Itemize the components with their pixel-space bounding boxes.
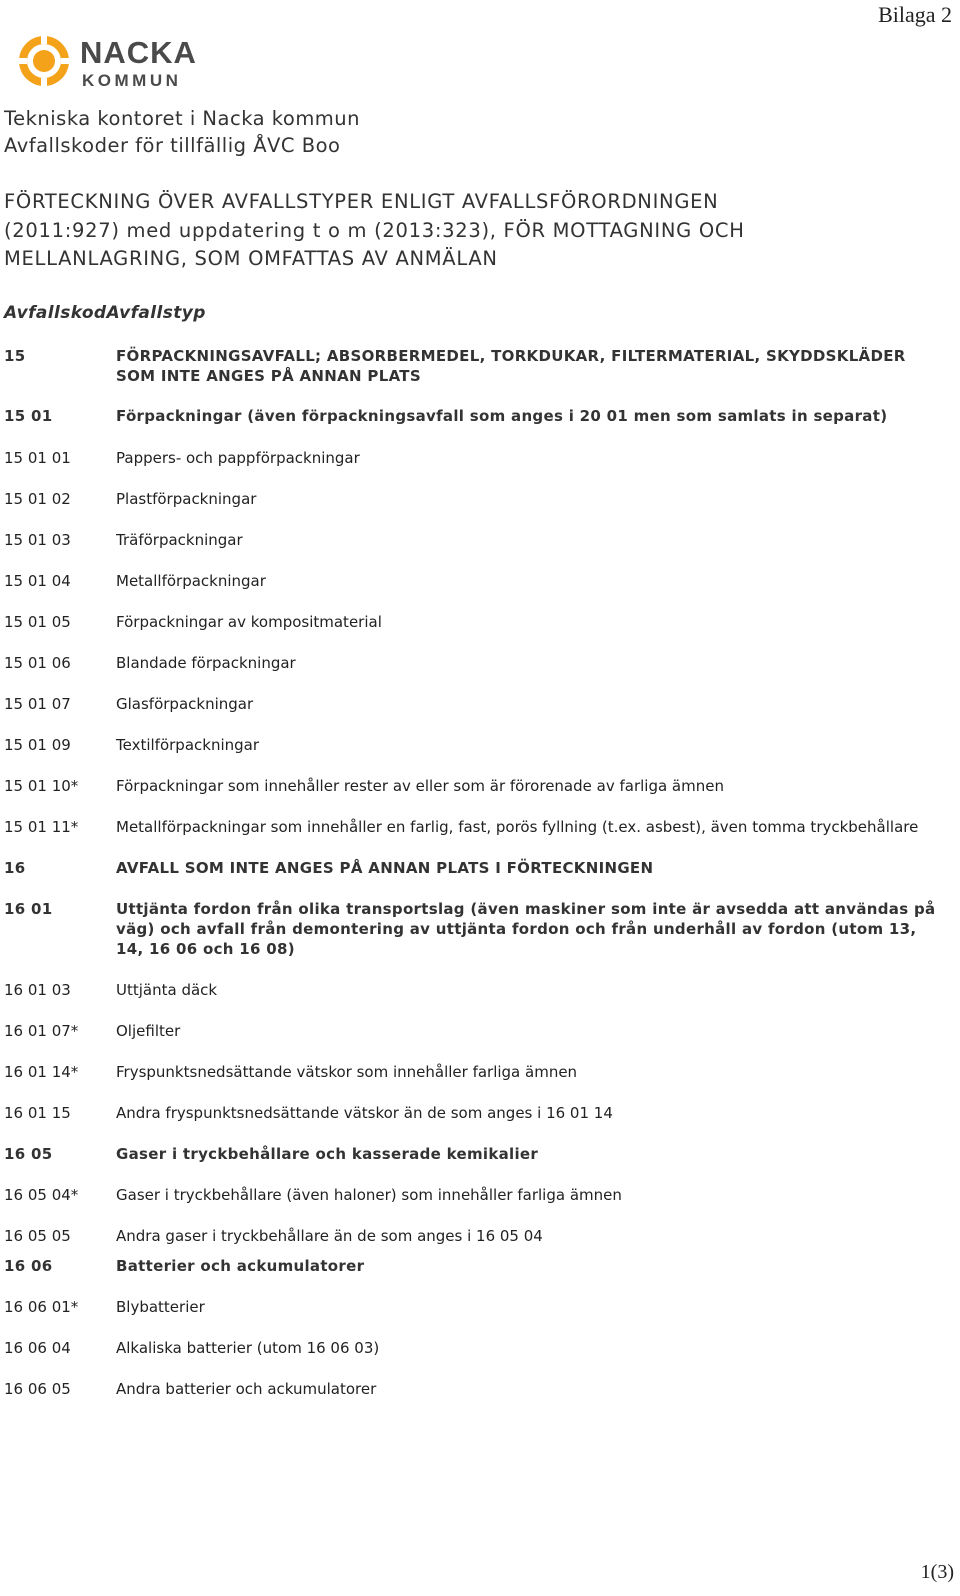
column-header: AvfallskodAvfallstyp [4,303,206,323]
waste-code: 16 06 04 [4,1339,71,1357]
waste-code: 16 01 07* [4,1022,79,1040]
waste-code: 15 01 [4,407,53,425]
waste-code-row [4,858,954,878]
waste-code: 15 01 03 [4,531,71,549]
waste-code: 15 01 02 [4,490,71,508]
waste-code-row [4,1062,954,1082]
waste-description: Fryspunktsnedsättande vätskor som innehåller farliga ämnen [116,1063,578,1081]
waste-code: 15 01 11* [4,818,79,836]
waste-code: 15 01 07 [4,695,71,713]
waste-description: Förpackningar som innehåller rester av eller som är förorenade av farliga ämnen [116,777,724,795]
waste-description: AVFALL SOM INTE ANGES PÅ ANNAN PLATS I FÖRTECKNINGEN [116,859,654,877]
title-line-1: FÖRTECKNING ÖVER AVFALLSTYPER ENLIGT AVFALLSFÖRORDNINGEN [4,190,719,213]
attachment-label: Bilaga 2 [878,2,952,27]
waste-code-row [4,1103,954,1123]
heading-line-2: Avfallskoder för tillfällig ÅVC Boo [4,134,341,157]
waste-code-row [4,1338,954,1358]
waste-code-row [4,406,954,426]
waste-description: FÖRPACKNINGSAVFALL; ABSORBERMEDEL, TORKDUKAR, FILTERMATERIAL, SKYDDSKLÄDER SOM INTE ANGES PÅ ANNAN PLATS [116,347,906,385]
waste-description: Gaser i tryckbehållare (även haloner) som innehåller farliga ämnen [116,1186,622,1204]
waste-code: 15 01 05 [4,613,71,631]
waste-code: 15 01 09 [4,736,71,754]
waste-code-row [4,1144,954,1164]
waste-code-row [4,448,954,468]
waste-code-row [4,980,954,1000]
waste-code-row [4,1379,954,1399]
waste-description: Glasförpackningar [116,695,254,713]
waste-code-list [4,346,954,1399]
waste-code-row [4,489,954,509]
svg-text:NACKA: NACKA [80,35,197,70]
waste-code: 16 01 [4,900,53,918]
waste-description: Träförpackningar [116,531,243,549]
waste-code-row [4,653,954,673]
waste-code-row [4,346,954,386]
waste-code: 16 06 [4,1257,53,1275]
waste-code-row [4,1226,954,1246]
waste-description: Blandade förpackningar [116,654,296,672]
waste-code: 15 01 04 [4,572,71,590]
waste-code: 16 05 05 [4,1227,71,1245]
waste-code-row [4,530,954,550]
waste-description: Oljefilter [116,1022,181,1040]
waste-code-row [4,1185,954,1205]
waste-code-row [4,1256,954,1276]
waste-description: Uttjänta fordon från olika transportslag (även maskiner som inte är avsedda att användas på väg) och avfall från demontering av uttjänta fordon och från underhåll av fordon (utom 13, 14, 16 06 och 16 08) [116,900,936,958]
waste-code-row [4,612,954,632]
waste-description: Plastförpackningar [116,490,257,508]
waste-code: 16 06 05 [4,1380,71,1398]
page-number: 1(3) [920,1561,954,1583]
waste-code: 16 01 03 [4,981,71,999]
document-heading [4,105,360,159]
heading-line-1: Tekniska kontoret i Nacka kommun [4,107,361,130]
svg-text:KOMMUN: KOMMUN [82,71,182,90]
waste-code-row [4,735,954,755]
waste-code: 16 05 [4,1145,53,1163]
sun-emblem-icon [17,34,71,88]
waste-description: Gaser i tryckbehållare och kasserade kemikalier [116,1145,539,1163]
waste-description: Blybatterier [116,1298,205,1316]
waste-code: 15 [4,347,26,365]
waste-description: Förpackningar av kompositmaterial [116,613,382,631]
waste-code: 15 01 10* [4,777,79,795]
waste-description: Förpackningar (även förpackningsavfall som anges i 20 01 men som samlats in separat) [116,407,888,425]
waste-code: 16 01 14* [4,1063,79,1081]
waste-description: Pappers- och pappförpackningar [116,449,360,467]
waste-description: Andra batterier och ackumulatorer [116,1380,377,1398]
waste-description: Metallförpackningar som innehåller en farlig, fast, porös fyllning (t.ex. asbest), även tomma tryckbehållare [116,818,919,836]
waste-code: 16 01 15 [4,1104,71,1122]
waste-description: Batterier och ackumulatorer [116,1257,365,1275]
waste-code-row [4,817,954,837]
waste-code-row [4,1021,954,1041]
waste-code-row [4,694,954,714]
waste-code: 15 01 01 [4,449,71,467]
waste-description: Alkaliska batterier (utom 16 06 03) [116,1339,380,1357]
waste-description: Uttjänta däck [116,981,218,999]
document-title [4,188,745,274]
nacka-kommun-logo [14,30,214,94]
waste-code-row [4,899,954,959]
waste-code-row [4,1297,954,1317]
waste-code: 16 [4,859,26,877]
waste-description: Textilförpackningar [116,736,260,754]
waste-code: 16 05 04* [4,1186,79,1204]
waste-code: 15 01 06 [4,654,71,672]
waste-code-row [4,776,954,796]
waste-code: 16 06 01* [4,1298,79,1316]
waste-description: Metallförpackningar [116,572,266,590]
waste-description: Andra gaser i tryckbehållare än de som anges i 16 05 04 [116,1227,543,1245]
waste-description: Andra fryspunktsnedsättande vätskor än de som anges i 16 01 14 [116,1104,613,1122]
title-line-3: MELLANLAGRING, SOM OMFATTAS AV ANMÄLAN [4,247,498,270]
title-line-2: (2011:927) med uppdatering t o m (2013:323), FÖR MOTTAGNING OCH [4,218,745,242]
waste-code-row [4,571,954,591]
